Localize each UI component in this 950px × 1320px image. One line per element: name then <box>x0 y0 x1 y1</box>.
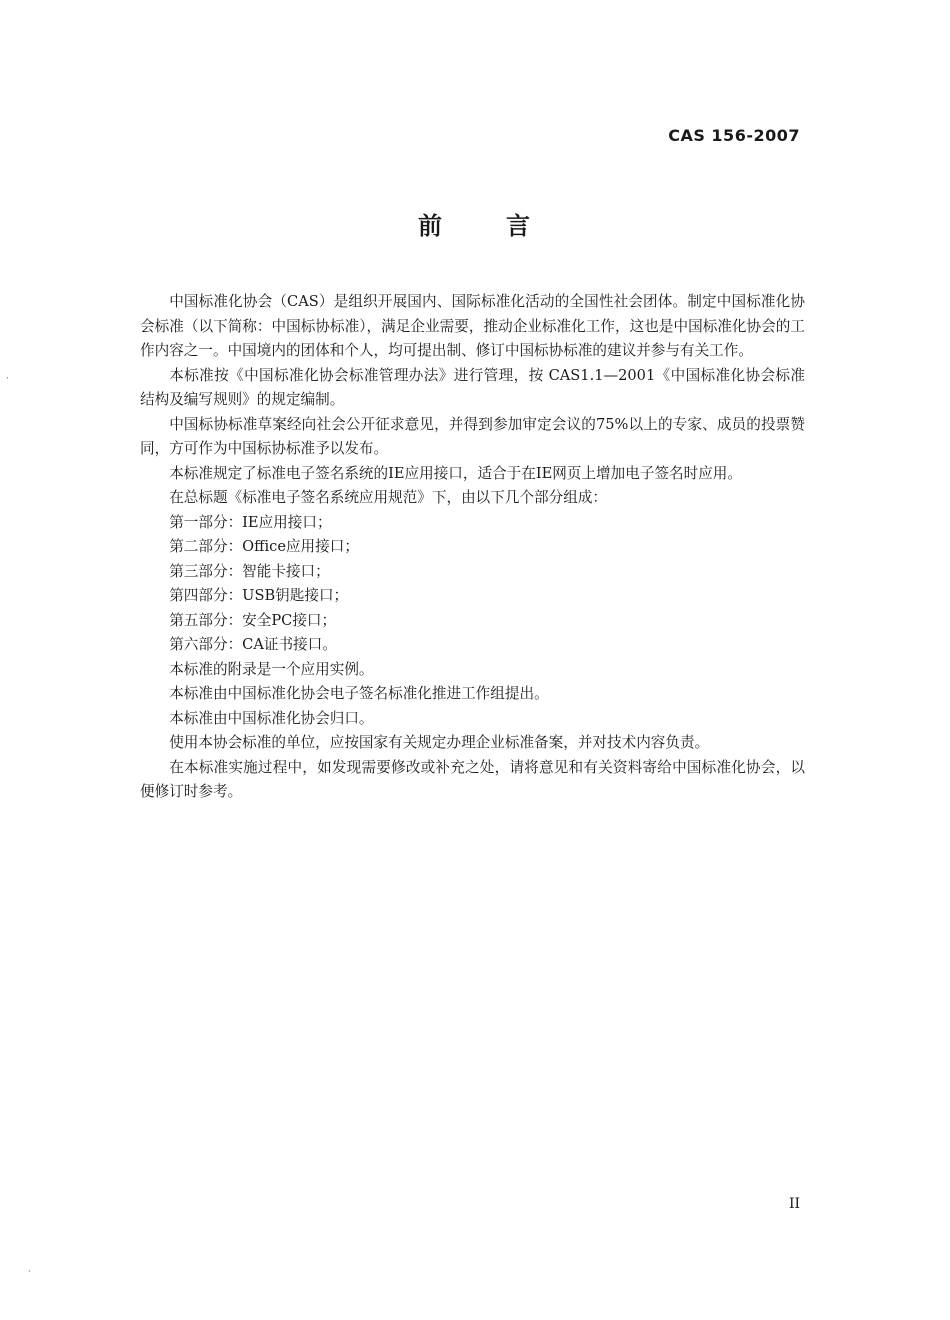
list-item-part-3: 第三部分：智能卡接口； <box>169 562 330 580</box>
preface-body <box>140 290 805 805</box>
paragraph-administrator: 本标准由中国标准化协会归口。 <box>169 709 374 727</box>
paragraph-feedback: 在本标准实施过程中，如发现需要修改或补充之处，请将意见和有关资料寄给中国标准化协会，以便修订时参考。 <box>140 758 805 800</box>
scan-speck: ‧ <box>6 374 9 384</box>
paragraph-management: 本标准按《中国标准化协会标准管理办法》进行管理，按 CAS1.1—2001《中国标准化协会标准结构及编写规则》的规定编制。 <box>140 366 805 408</box>
page-title <box>0 206 950 241</box>
scan-speck: ˏ <box>28 1263 31 1273</box>
list-item-part-5: 第五部分：安全PC接口； <box>169 611 337 629</box>
paragraph-scope: 本标准规定了标准电子签名系统的IE应用接口，适合于在IE网页上增加电子签名时应用。 <box>169 464 742 482</box>
list-item-part-6: 第六部分：CA证书接口。 <box>169 636 337 653</box>
title-char-1: 前 <box>418 212 444 240</box>
list-item-part-1: 第一部分：IE应用接口； <box>169 513 332 531</box>
paragraph-usage: 使用本协会标准的单位，应按国家有关规定办理企业标准备案，并对技术内容负责。 <box>169 734 710 751</box>
list-item-part-2: 第二部分：Office应用接口； <box>169 538 359 555</box>
paragraph-appendix: 本标准的附录是一个应用实例。 <box>169 660 374 678</box>
title-char-2: 言 <box>506 212 532 240</box>
page-number: II <box>788 1196 800 1212</box>
paragraph-parts-intro: 在总标题《标准电子签名系统应用规范》下，由以下几个部分组成： <box>169 489 608 506</box>
paragraph-proposer: 本标准由中国标准化协会电子签名标准化推进工作组提出。 <box>169 685 549 702</box>
paragraph-approval: 中国标协标准草案经向社会公开征求意见，并得到参加审定会议的75%以上的专家、成员的投票赞同，方可作为中国标协标准予以发布。 <box>140 415 805 457</box>
list-item-part-4: 第四部分：USB钥匙接口； <box>169 587 349 604</box>
paragraph-intro: 中国标准化协会（CAS）是组织开展国内、国际标准化活动的全国性社会团体。制定中国标准化协会标准（以下简称：中国标协标准），满足企业需要，推动企业标准化工作，这也是中国标准化协会的工作内容之一。中国境内的团体和个人，均可提出制、修订中国标协标准的建议并参与有关工作。 <box>140 293 805 359</box>
standard-code: CAS 156-2007 <box>668 126 800 145</box>
